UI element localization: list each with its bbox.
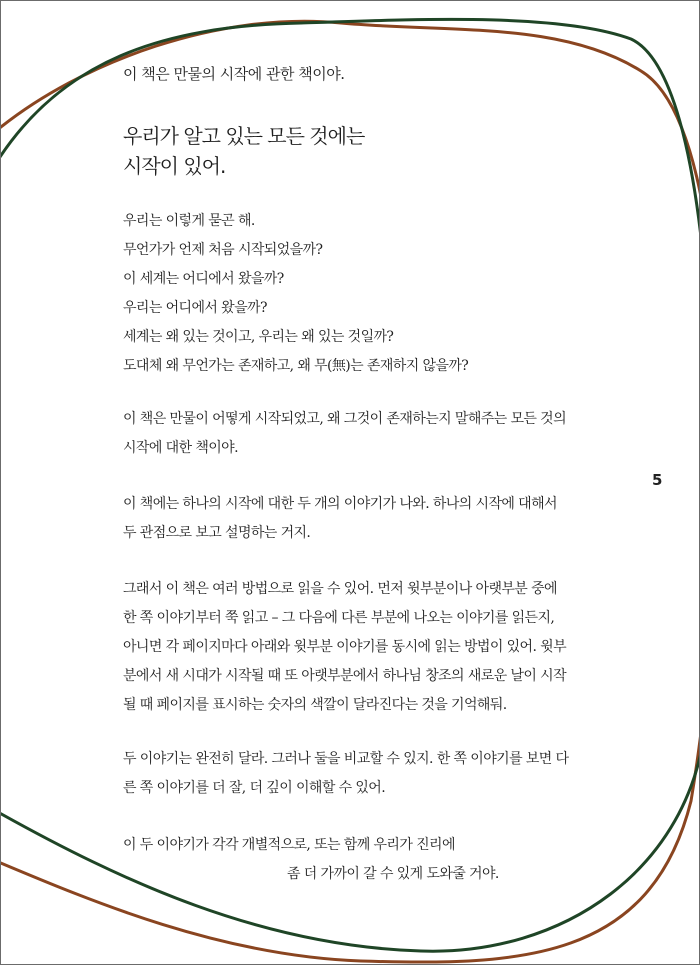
paragraph-line: 이 두 이야기가 각각 개별적으로, 또는 함께 우리가 진리에 bbox=[123, 837, 455, 853]
paragraph-5 bbox=[123, 831, 623, 889]
paragraph-line: 이 책은 만물이 어떻게 시작되었고, 왜 그것이 존재하는지 말해주는 모든 것의 bbox=[123, 411, 566, 427]
question-line: 무언가가 언제 처음 시작되었을까? bbox=[123, 242, 323, 258]
paragraph-line: 두 이야기는 완전히 달라. 그러나 둘을 비교할 수 있지. 한 쪽 이야기를 보면 다 bbox=[123, 751, 569, 767]
paragraph-3 bbox=[123, 575, 623, 720]
paragraph-line: 이 책에는 하나의 시작에 대한 두 개의 이야기가 나와. 하나의 시작에 대해서 bbox=[123, 496, 557, 512]
paragraph-line: 한 쪽 이야기부터 쭉 읽고 – 그 다음에 다른 부분에 나오는 이야기를 읽든지, bbox=[123, 610, 555, 626]
paragraph-2 bbox=[123, 490, 623, 548]
heading-line: 우리가 알고 있는 모든 것에는 bbox=[123, 124, 365, 148]
paragraph-line: 아니면 각 페이지마다 아래와 윗부분 이야기를 동시에 읽는 방법이 있어. 윗부 bbox=[123, 639, 566, 655]
paragraph-line: 될 때 페이지를 표시하는 숫자의 색깔이 달라진다는 것을 기억해둬. bbox=[123, 697, 507, 713]
question-line: 우리는 어디에서 왔을까? bbox=[123, 300, 267, 316]
paragraph-4 bbox=[123, 745, 623, 803]
paragraph-line: 분에서 새 시대가 시작될 때 또 아랫부분에서 하나님 창조의 새로운 날이 시작 bbox=[123, 668, 566, 684]
page-heading bbox=[123, 121, 623, 181]
paragraph-line: 른 쪽 이야기를 더 잘, 더 깊이 이해할 수 있어. bbox=[123, 780, 386, 796]
question-line: 세계는 왜 있는 것이고, 우리는 왜 있는 것일까? bbox=[123, 329, 394, 345]
heading-line: 시작이 있어. bbox=[123, 154, 226, 178]
question-line: 이 세계는 어디에서 왔을까? bbox=[123, 271, 284, 287]
questions-block bbox=[123, 207, 623, 381]
paragraph-line: 그래서 이 책은 여러 방법으로 읽을 수 있어. 먼저 윗부분이나 아랫부분 중에 bbox=[123, 581, 557, 597]
paragraph-line: 두 관점으로 보고 설명하는 거지. bbox=[123, 525, 311, 541]
paragraph-1 bbox=[123, 405, 623, 463]
paragraph-line: 시작에 대한 책이야. bbox=[123, 440, 238, 456]
page-number: 5 bbox=[652, 471, 663, 489]
question-line: 우리는 이렇게 묻곤 해. bbox=[123, 213, 255, 229]
intro-line: 이 책은 만물의 시작에 관한 책이야. bbox=[123, 65, 345, 83]
question-line: 도대체 왜 무언가는 존재하고, 왜 무(無)는 존재하지 않을까? bbox=[123, 358, 469, 374]
paragraph-line: 좀 더 가까이 갈 수 있게 도와줄 거야. bbox=[287, 866, 499, 882]
